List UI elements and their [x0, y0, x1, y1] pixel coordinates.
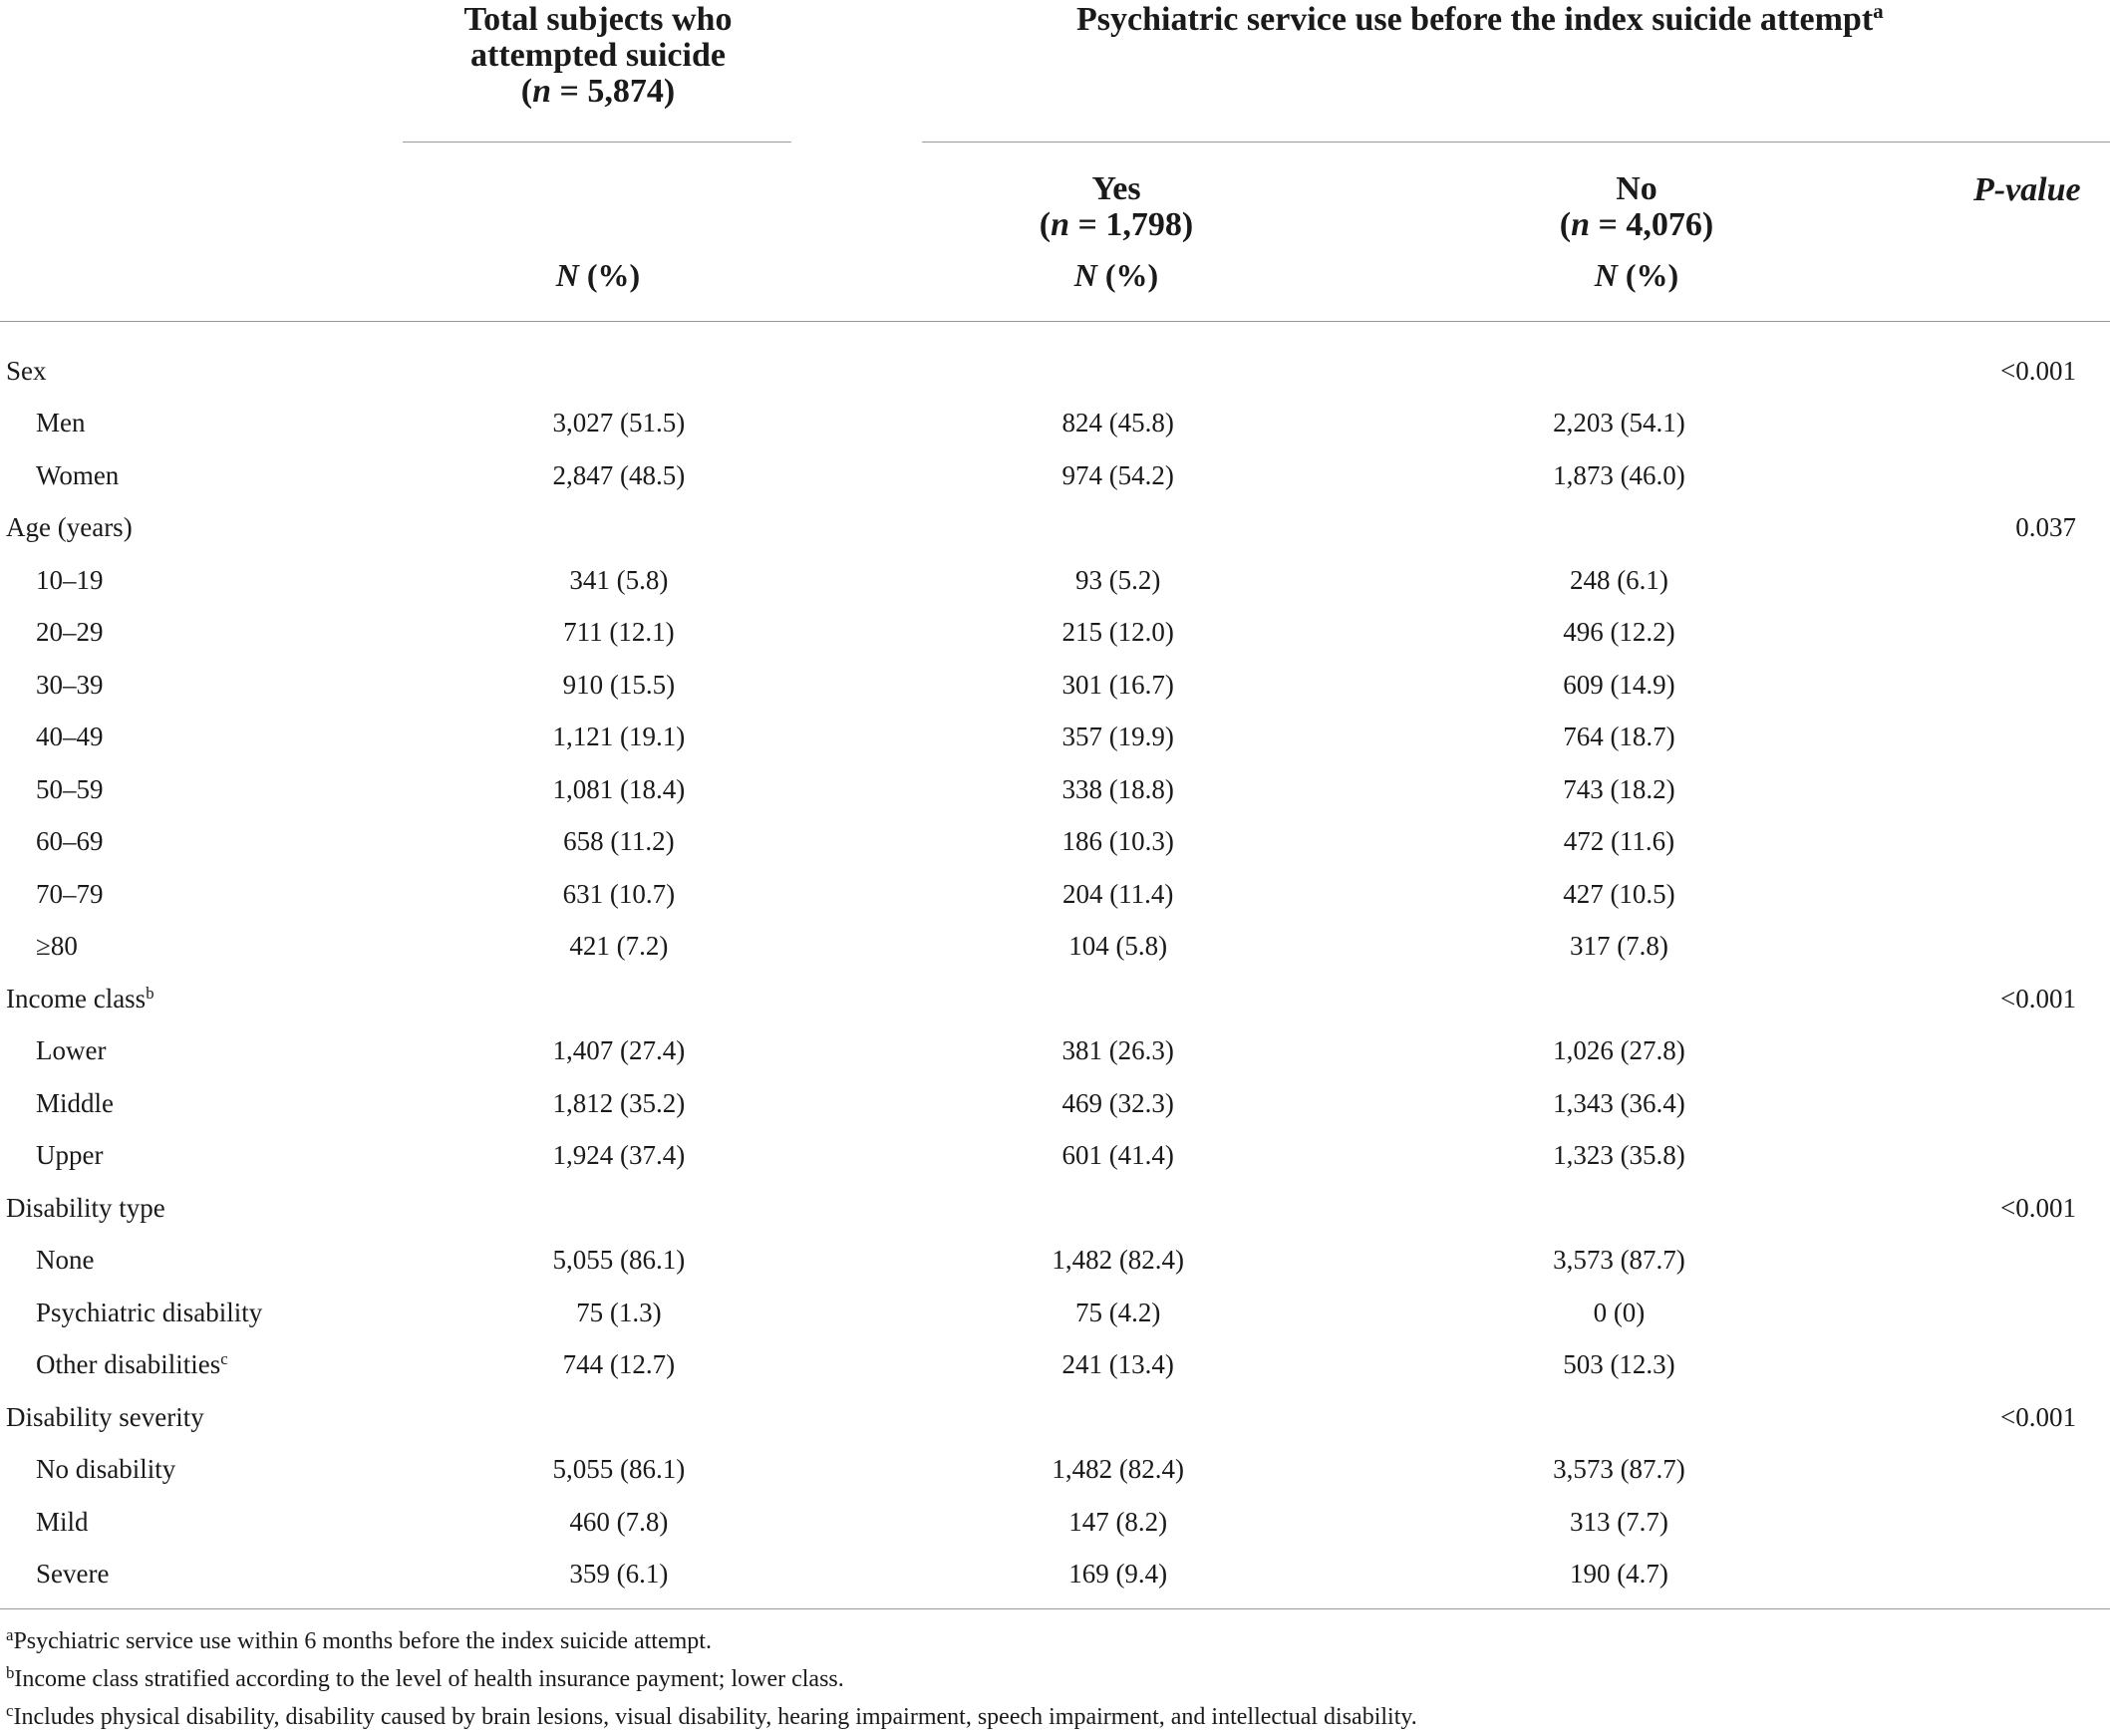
total-title-line2: attempted suicide — [470, 37, 726, 74]
no-cell: 1,343 (36.4) — [1553, 1087, 1685, 1118]
table-row — [0, 1496, 2110, 1549]
yes-cell: 147 (8.2) — [1068, 1506, 1168, 1537]
total-n-count: (n = 5,874) — [520, 73, 676, 110]
total-cell: 631 (10.7) — [562, 878, 676, 909]
row-label — [0, 449, 426, 502]
yes-cell: 169 (9.4) — [1068, 1559, 1168, 1590]
yes-cell: 974 (54.2) — [1061, 459, 1174, 490]
yes-cell: 381 (26.3) — [1061, 1035, 1174, 1066]
no-cell: 743 (18.2) — [1563, 773, 1675, 804]
row-label-text: Sex — [6, 355, 47, 386]
yes-cell: 104 (5.8) — [1068, 931, 1168, 962]
footnote — [6, 1698, 1417, 1736]
yes-cell — [811, 973, 1424, 1025]
pvalue-cell: <0.001 — [2000, 983, 2076, 1013]
no-cell: 317 (7.8) — [1569, 931, 1668, 962]
total-cell — [426, 1391, 811, 1444]
row-label — [0, 868, 426, 921]
no-n-count: (n = 4,076) — [1559, 206, 1714, 243]
row-label — [0, 554, 426, 607]
no-cell: 0 (0) — [1593, 1297, 1646, 1327]
row-label-text: Psychiatric disability — [36, 1297, 263, 1327]
row-label — [0, 398, 426, 450]
row-label — [0, 607, 426, 660]
row-label-text: 10–19 — [36, 564, 104, 595]
no-cell: 190 (4.7) — [1569, 1559, 1668, 1590]
table-row — [0, 712, 2110, 764]
pvalue-cell — [1814, 1235, 2110, 1288]
total-cell: 3,027 (51.5) — [552, 408, 686, 438]
no-cell: 503 (12.3) — [1563, 1349, 1675, 1380]
row-label — [0, 1025, 426, 1078]
yes-cell — [811, 502, 1424, 555]
header-bottom-rule — [0, 321, 2110, 322]
yes-cell: 824 (45.8) — [1061, 408, 1174, 438]
footnote-text: Includes physical disability, disability caused by brain lesions, visual disability, hearing impairment, speech impairment, and intellectual disability. — [13, 1704, 1417, 1730]
pvalue-cell — [1814, 763, 2110, 816]
footnote-mark: c — [220, 1349, 228, 1369]
no-label: No — [1616, 170, 1658, 207]
row-label-text: 70–79 — [36, 878, 104, 909]
total-cell: 460 (7.8) — [569, 1506, 669, 1537]
pvalue-cell — [1814, 921, 2110, 974]
total-subjects-header — [399, 2, 797, 110]
total-header-rule — [403, 142, 791, 143]
total-cell: 421 (7.2) — [569, 931, 669, 962]
table-row — [0, 607, 2110, 660]
row-label-text: Upper — [36, 1140, 104, 1171]
pvalue-cell — [1814, 1496, 2110, 1549]
yes-cell: 75 (4.2) — [1074, 1297, 1161, 1327]
pvalue-cell: 0.037 — [2015, 512, 2076, 543]
row-label-text: Men — [36, 408, 86, 438]
row-label-text: 30–39 — [36, 669, 104, 700]
total-cell — [426, 1182, 811, 1235]
row-label-text: None — [36, 1245, 95, 1276]
total-cell — [426, 345, 811, 398]
no-cell — [1424, 973, 1814, 1025]
total-cell: 5,055 (86.1) — [552, 1245, 686, 1276]
row-label — [0, 345, 426, 398]
total-cell: 711 (12.1) — [563, 617, 675, 648]
pvalue-cell — [1814, 449, 2110, 502]
row-label — [0, 1496, 426, 1549]
yes-cell — [811, 1391, 1424, 1444]
no-cell — [1424, 1391, 1814, 1444]
total-cell: 1,924 (37.4) — [552, 1140, 686, 1171]
total-cell: 658 (11.2) — [563, 826, 675, 857]
row-label — [0, 712, 426, 764]
pvalue-cell — [1814, 1077, 2110, 1130]
no-cell: 1,323 (35.8) — [1553, 1140, 1685, 1171]
footnote — [6, 1660, 1417, 1698]
no-cell: 3,573 (87.7) — [1553, 1454, 1685, 1485]
pvalue-cell: <0.001 — [2000, 1401, 2076, 1432]
footnotes — [6, 1622, 1417, 1736]
row-label-text: 20–29 — [36, 617, 104, 648]
table-row — [0, 398, 2110, 450]
total-cell: 1,407 (27.4) — [552, 1035, 686, 1066]
row-label — [0, 1235, 426, 1288]
pvalue-cell — [1814, 1339, 2110, 1392]
row-label-text: Lower — [36, 1035, 107, 1066]
table-category-row — [0, 502, 2110, 555]
total-cell: 341 (5.8) — [569, 564, 669, 595]
yes-npct-label: N (%) — [1073, 257, 1159, 293]
total-cell: 1,121 (19.1) — [552, 722, 686, 752]
footnote-mark: b — [6, 1662, 15, 1682]
psych-title-footnote-mark: a — [1873, 0, 1884, 24]
no-cell — [1424, 345, 1814, 398]
row-label-text: Disability severity — [6, 1401, 204, 1432]
yes-cell: 186 (10.3) — [1061, 826, 1174, 857]
table-row — [0, 554, 2110, 607]
row-label — [0, 659, 426, 712]
pvalue-cell — [1814, 1025, 2110, 1078]
row-label — [0, 1549, 426, 1601]
table-row — [0, 449, 2110, 502]
total-cell: 5,055 (86.1) — [552, 1454, 686, 1485]
yes-cell: 301 (16.7) — [1061, 669, 1174, 700]
row-label-text: Mild — [36, 1506, 89, 1537]
no-cell: 313 (7.7) — [1569, 1506, 1668, 1537]
table-row — [0, 1549, 2110, 1601]
row-label-text: ≥80 — [36, 931, 78, 962]
total-cell: 1,081 (18.4) — [552, 773, 686, 804]
no-npct-label: N (%) — [1594, 257, 1679, 293]
row-label-text: 50–59 — [36, 773, 104, 804]
pvalue-cell — [1814, 607, 2110, 660]
row-label-text: Other disabilities — [36, 1349, 221, 1380]
row-label — [0, 1077, 426, 1130]
table-row — [0, 1077, 2110, 1130]
no-cell: 2,203 (54.1) — [1553, 408, 1685, 438]
row-label — [0, 1444, 426, 1497]
row-label-text: Disability type — [6, 1192, 165, 1223]
pvalue-cell: <0.001 — [2000, 1192, 2076, 1223]
no-cell: 1,873 (46.0) — [1553, 459, 1685, 490]
row-label-text: No disability — [36, 1454, 176, 1485]
table-row — [0, 1339, 2110, 1392]
no-cell: 496 (12.2) — [1563, 617, 1675, 648]
pvalue-cell — [1814, 868, 2110, 921]
table-category-row — [0, 345, 2110, 398]
total-cell — [426, 502, 811, 555]
table-row — [0, 868, 2110, 921]
row-label — [0, 1287, 426, 1339]
pvalue-cell — [1814, 816, 2110, 869]
row-label-text: Middle — [36, 1087, 114, 1118]
yes-cell: 204 (11.4) — [1061, 878, 1174, 909]
yes-cell — [811, 1182, 1424, 1235]
row-label — [0, 1339, 426, 1392]
yes-cell — [811, 345, 1424, 398]
row-label-text: Women — [36, 459, 120, 490]
pvalue-cell — [1814, 1549, 2110, 1601]
table-row — [0, 1130, 2110, 1183]
row-label — [0, 502, 426, 555]
no-cell — [1424, 502, 1814, 555]
yes-cell: 241 (13.4) — [1061, 1349, 1174, 1380]
pvalue-column-header: P-value — [1973, 171, 2081, 208]
footnote-text: Psychiatric service use within 6 months before the index suicide attempt. — [13, 1628, 712, 1654]
yes-label: Yes — [1091, 170, 1141, 207]
no-column-header — [1437, 171, 1836, 243]
yes-cell: 93 (5.2) — [1074, 564, 1161, 595]
no-cell: 472 (11.6) — [1563, 826, 1675, 857]
yes-cell: 357 (19.9) — [1061, 722, 1174, 752]
table-category-row — [0, 973, 2110, 1025]
pvalue-cell — [1814, 1130, 2110, 1183]
footnote-mark: a — [6, 1624, 14, 1644]
row-label-text: Severe — [36, 1559, 110, 1590]
table-row — [0, 1025, 2110, 1078]
no-cell: 609 (14.9) — [1563, 669, 1675, 700]
table-bottom-rule — [0, 1608, 2110, 1609]
row-label — [0, 1130, 426, 1183]
row-label — [0, 973, 426, 1025]
psych-service-header — [927, 2, 2110, 38]
table-category-row — [0, 1391, 2110, 1444]
yes-cell: 1,482 (82.4) — [1052, 1245, 1185, 1276]
pvalue-cell — [1814, 1287, 2110, 1339]
row-label-text: 60–69 — [36, 826, 104, 857]
pvalue-cell — [1814, 659, 2110, 712]
total-cell: 1,812 (35.2) — [552, 1087, 686, 1118]
row-label-text: 40–49 — [36, 722, 104, 752]
total-cell: 359 (6.1) — [569, 1559, 669, 1590]
row-label — [0, 921, 426, 974]
yes-n-count: (n = 1,798) — [1039, 206, 1194, 243]
total-cell: 744 (12.7) — [562, 1349, 676, 1380]
row-label — [0, 1391, 426, 1444]
row-label — [0, 763, 426, 816]
footnote-mark: b — [146, 983, 154, 1003]
yes-cell: 469 (32.3) — [1061, 1087, 1174, 1118]
total-cell: 75 (1.3) — [576, 1297, 662, 1327]
total-cell: 910 (15.5) — [562, 669, 676, 700]
total-cell: 2,847 (48.5) — [552, 459, 686, 490]
yes-cell: 1,482 (82.4) — [1052, 1454, 1185, 1485]
yes-column-header — [917, 171, 1316, 243]
table-row — [0, 816, 2110, 869]
total-cell — [426, 973, 811, 1025]
row-label-text: Age (years) — [6, 512, 133, 543]
no-cell: 427 (10.5) — [1563, 878, 1675, 909]
row-label — [0, 1182, 426, 1235]
footnote — [6, 1622, 1417, 1660]
table-row — [0, 1235, 2110, 1288]
table-row — [0, 659, 2110, 712]
no-cell: 3,573 (87.7) — [1553, 1245, 1685, 1276]
data-table — [0, 345, 2110, 1600]
footnote-text: Income class stratified according to the level of health insurance payment; lower class. — [14, 1666, 844, 1692]
yes-cell: 601 (41.4) — [1061, 1140, 1174, 1171]
pvalue-cell — [1814, 398, 2110, 450]
yes-cell: 215 (12.0) — [1061, 617, 1174, 648]
table-row — [0, 1287, 2110, 1339]
row-label — [0, 816, 426, 869]
pvalue-cell — [1814, 554, 2110, 607]
no-cell: 248 (6.1) — [1569, 564, 1668, 595]
no-cell: 1,026 (27.8) — [1553, 1035, 1685, 1066]
psych-title: Psychiatric service use before the index suicide attempt — [1076, 1, 1874, 38]
pvalue-cell — [1814, 712, 2110, 764]
total-title-line1: Total subjects who — [463, 1, 733, 38]
no-cell: 764 (18.7) — [1563, 722, 1675, 752]
no-cell — [1424, 1182, 1814, 1235]
total-npct-label: N (%) — [555, 257, 641, 293]
footnote-mark: c — [6, 1700, 14, 1720]
table-category-row — [0, 1182, 2110, 1235]
pvalue-cell — [1814, 1444, 2110, 1497]
table-row — [0, 763, 2110, 816]
pvalue-cell: <0.001 — [2000, 355, 2076, 386]
yes-cell: 338 (18.8) — [1061, 773, 1174, 804]
table-row — [0, 921, 2110, 974]
table-row — [0, 1444, 2110, 1497]
psych-header-rule — [922, 142, 2110, 143]
row-label-text: Income class — [6, 983, 147, 1013]
